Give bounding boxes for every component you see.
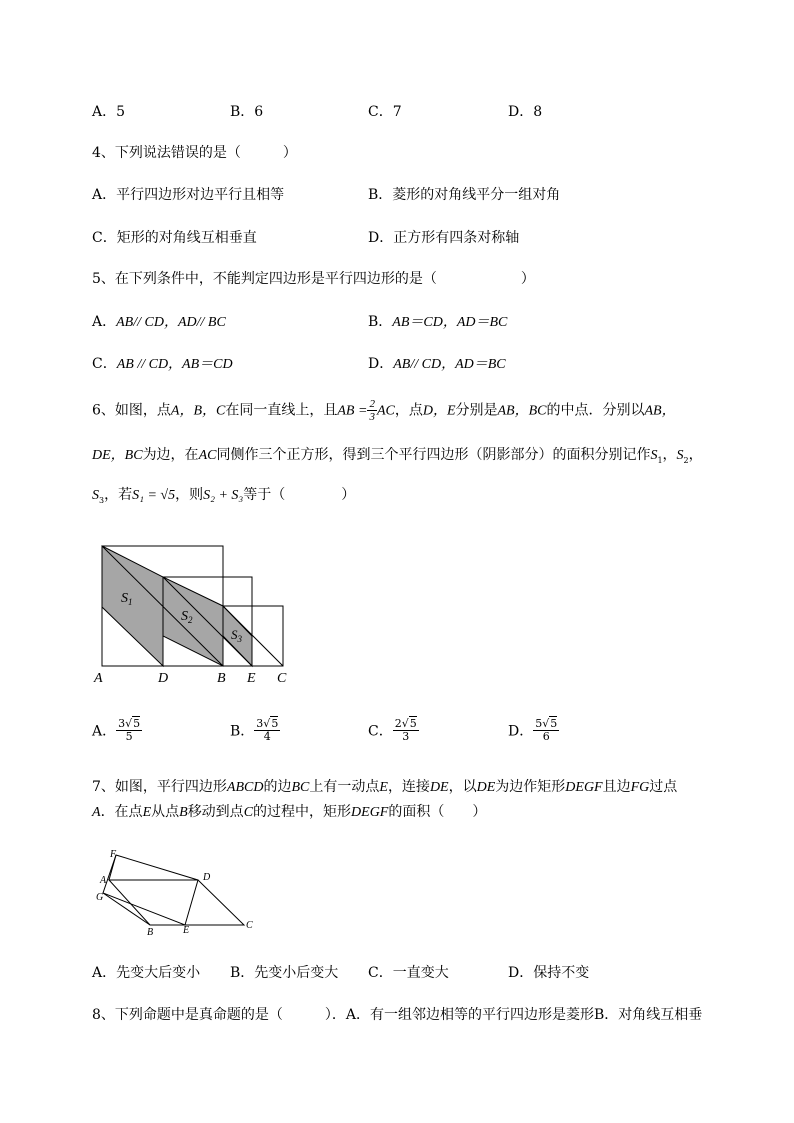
q6-points: D，E bbox=[422, 403, 456, 419]
q4-option-b: B．菱形的对角线平分一组对角 bbox=[368, 187, 561, 203]
q7-option-d: D．保持不变 bbox=[508, 965, 590, 981]
q6-segments: AB， bbox=[644, 403, 676, 419]
q7-option-b: B．先变小后变大 bbox=[230, 965, 339, 981]
q6-s2: S bbox=[676, 448, 684, 463]
q8-stem: 8、下列命题中是真命题的是（ ）．A．有一组邻边相等的平行四边形是菱形B．对角线互相垂 bbox=[92, 1007, 703, 1023]
q7-option-a: A．先变大后变小 bbox=[92, 965, 201, 981]
parallelogram-s1 bbox=[102, 546, 163, 666]
q6-option-c-fraction: $\frac{2√5}{3}$ bbox=[394, 717, 417, 743]
q5-option-d-math: AB// CD，AD＝BC bbox=[393, 357, 506, 372]
q5-option-a-math: AB// CD，AD// BC bbox=[116, 315, 226, 330]
q5-option-a bbox=[92, 311, 226, 331]
q6-text: ，则 bbox=[175, 487, 204, 503]
q6-text: 在同一直线上，且 bbox=[225, 402, 338, 419]
label-s2: $S_2$ bbox=[181, 609, 193, 625]
label-point-c: C bbox=[246, 920, 253, 931]
q3-option-a: A．5 bbox=[92, 104, 126, 120]
q6-segments: AB，BC bbox=[497, 403, 547, 419]
q4-stem: 4、下列说法错误的是（ ） bbox=[92, 145, 297, 161]
q5-option-b-math: AB＝CD，AD＝BC bbox=[392, 315, 508, 330]
q5-option-c-label: C． bbox=[92, 356, 117, 372]
q6-option-d-fraction: $\frac{5√5}{6}$ bbox=[535, 717, 558, 743]
q6-text: 6、如图，点 bbox=[92, 402, 171, 419]
q6-text: ，点 bbox=[394, 402, 423, 419]
q7-option-c: C．一直变大 bbox=[368, 965, 449, 981]
q6-comma: ， bbox=[688, 447, 703, 463]
parallelogram-s2 bbox=[163, 577, 223, 666]
label-point-g: G bbox=[96, 892, 104, 903]
q5-option-a-label: A． bbox=[92, 314, 117, 330]
q6-text: 等于（ ） bbox=[243, 487, 356, 503]
q4-option-a: A．平行四边形对边平行且相等 bbox=[92, 187, 285, 203]
label-point-a: A bbox=[100, 875, 107, 886]
q6-figure bbox=[88, 540, 308, 690]
q6-text: 为边，在 bbox=[142, 447, 199, 463]
q6-comma: ， bbox=[662, 447, 677, 463]
label-point-c: C bbox=[277, 671, 287, 686]
q5-option-d bbox=[368, 353, 506, 373]
rectangle-degf bbox=[103, 855, 198, 925]
q6-eq-numerator: 2 bbox=[369, 398, 375, 410]
label-point-a: A bbox=[94, 671, 103, 686]
q5-stem: 5、在下列条件中，不能判定四边形是平行四边形的是（ ） bbox=[92, 271, 535, 287]
q6-segment-ac: AC bbox=[198, 448, 217, 463]
q3-option-d: D．8 bbox=[508, 104, 543, 120]
q6-condition: S₁ = √5 bbox=[132, 488, 176, 503]
label-point-f: F bbox=[110, 849, 117, 860]
q5-option-b-label: B． bbox=[368, 314, 393, 330]
label-point-d: D bbox=[203, 872, 211, 883]
label-s1: $S_1$ bbox=[121, 591, 133, 607]
q4-option-c: C．矩形的对角线互相垂直 bbox=[92, 230, 257, 246]
q6-s3-sub: 3 bbox=[99, 495, 105, 505]
q6-points: A，B，C bbox=[170, 403, 226, 419]
q6-option-b-fraction: $\frac{3√5}{4}$ bbox=[256, 717, 279, 743]
q6-expression: S₂ + S₃ bbox=[203, 488, 244, 503]
q7-figure bbox=[88, 845, 268, 940]
q6-s2-sub: 2 bbox=[683, 455, 689, 465]
q6-segments: DE，BC bbox=[92, 448, 143, 463]
q6-line-3 bbox=[92, 484, 355, 505]
label-point-d: D bbox=[158, 671, 169, 686]
q6-text: ，若 bbox=[104, 487, 133, 503]
q6-s1: S bbox=[650, 448, 658, 463]
label-point-b: B bbox=[217, 671, 226, 686]
q5-option-c bbox=[92, 353, 233, 373]
q6-eq-fraction bbox=[367, 398, 377, 423]
q7-line-1: 7、如图，平行四边形ABCD的边BC上有一动点E，连接DE，以DE为边作矩形DEGF且边FG过点 bbox=[92, 779, 678, 795]
q6-option-b: B． $\frac{3√5}{4}$ bbox=[230, 717, 279, 743]
q6-s1-sub: 1 bbox=[657, 455, 663, 465]
q4-option-d: D．正方形有四条对称轴 bbox=[368, 230, 520, 246]
q6-line-2 bbox=[92, 444, 703, 465]
label-point-e: E bbox=[183, 925, 190, 936]
q5-option-c-math: AB // CD，AB＝CD bbox=[116, 357, 233, 372]
q5-option-b bbox=[368, 311, 507, 331]
label-point-b: B bbox=[147, 927, 154, 938]
q6-line-1 bbox=[92, 398, 676, 423]
q6-text: 的中点．分别以 bbox=[546, 402, 645, 419]
q6-eq-rhs: AC bbox=[376, 403, 395, 419]
q6-option-a: A． $\frac{3√5}{5}$ bbox=[92, 717, 141, 743]
q6-option-d: D． $\frac{5√5}{6}$ bbox=[508, 717, 558, 743]
label-point-e: E bbox=[247, 671, 256, 686]
q6-text: 同侧作三个正方形，得到三个平行四边形（阴影部分）的面积分别记作 bbox=[216, 447, 651, 463]
q7-line-2: A．在点E从点B移动到点C的过程中，矩形DEGF的面积（ ） bbox=[92, 804, 487, 820]
q6-option-c: C． $\frac{2√5}{3}$ bbox=[368, 717, 417, 743]
q6-option-a-fraction: $\frac{3√5}{5}$ bbox=[118, 717, 141, 743]
q6-text: 分别是 bbox=[455, 402, 498, 419]
q6-eq-lhs: AB = bbox=[337, 403, 368, 419]
parallelogram-abcd bbox=[109, 880, 244, 925]
q3-option-c: C．7 bbox=[368, 104, 402, 120]
label-s3: $S_3$ bbox=[231, 627, 242, 644]
q3-option-b: B．6 bbox=[230, 104, 264, 120]
q6-eq-denominator: 3 bbox=[369, 411, 375, 423]
q5-option-d-label: D． bbox=[368, 356, 394, 372]
q6-s3: S bbox=[92, 488, 99, 503]
